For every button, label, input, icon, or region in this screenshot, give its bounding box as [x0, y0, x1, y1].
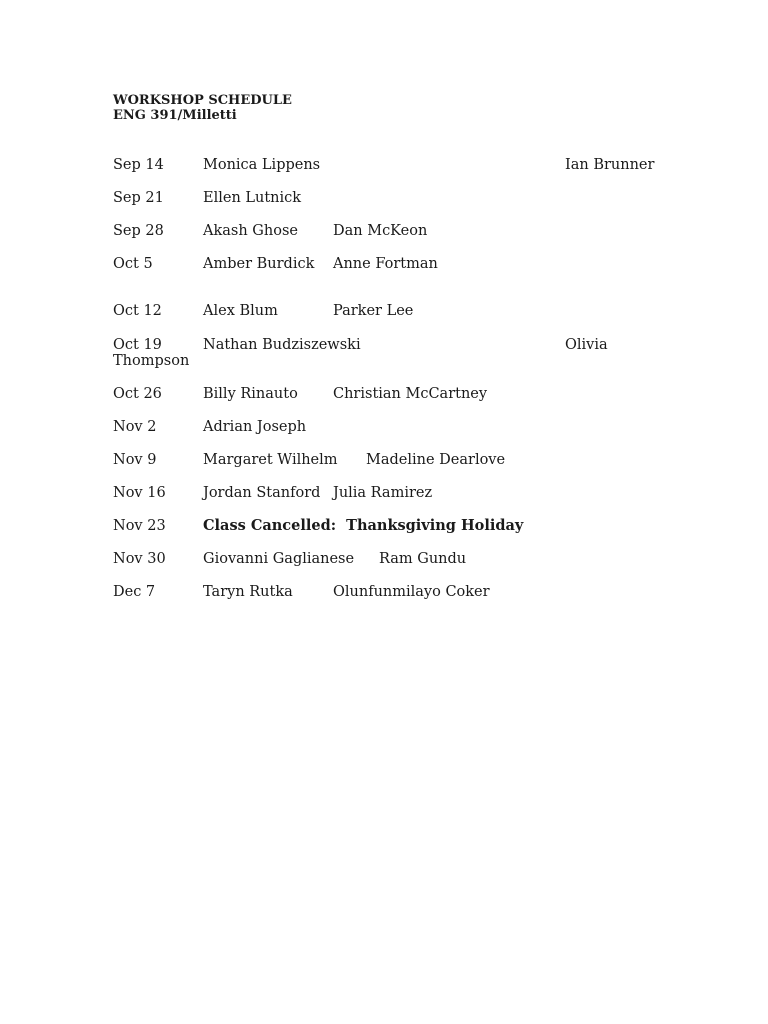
row-date: Dec 7 — [113, 584, 156, 600]
row-name-1: Akash Ghose — [203, 223, 298, 239]
schedule-row — [113, 384, 673, 404]
row-name-2: Julia Ramirez — [333, 485, 433, 501]
row-name-1: Monica Lippens — [203, 157, 321, 173]
schedule-row — [113, 155, 673, 175]
row-date: Nov 30 — [113, 551, 166, 567]
row-name-2: Anne Fortman — [333, 256, 438, 272]
row-name-2: Christian McCartney — [333, 386, 488, 402]
schedule-row — [113, 221, 673, 241]
row-date: Nov 23 — [113, 518, 166, 534]
schedule-row — [113, 450, 673, 470]
row-date: Sep 14 — [113, 157, 164, 173]
course-name: ENG 391/Milletti — [113, 108, 237, 123]
schedule-row — [113, 301, 673, 321]
row-name-1: Nathan Budziszewski — [203, 337, 361, 353]
row-name-1: Jordan Stanford — [203, 485, 321, 501]
row-date: Sep 21 — [113, 190, 164, 206]
row-name-1: Ellen Lutnick — [203, 190, 302, 206]
schedule-title: WORKSHOP SCHEDULE — [113, 93, 292, 108]
row-name-1: Billy Rinauto — [203, 386, 298, 402]
row-name-2: Parker Lee — [333, 303, 414, 319]
row-date: Oct 12 — [113, 303, 162, 319]
row-date: Nov 2 — [113, 419, 157, 435]
schedule-row — [113, 516, 673, 536]
row-name-2: Madeline Dearlove — [366, 452, 506, 468]
row-name-2: Dan McKeon — [333, 223, 428, 239]
row-name-3: Olivia — [565, 337, 608, 353]
row-date: Nov 9 — [113, 452, 157, 468]
document-header — [113, 93, 292, 123]
schedule-row — [113, 417, 673, 437]
cancellation-notice: Class Cancelled: Thanksgiving Holiday — [203, 517, 524, 534]
schedule-row — [113, 188, 673, 208]
row-name-1: Taryn Rutka — [203, 584, 293, 600]
row-date: Oct 26 — [113, 386, 162, 402]
row-date: Sep 28 — [113, 223, 164, 239]
schedule-row — [113, 549, 673, 569]
row-name-1: Adrian Joseph — [203, 419, 307, 435]
row-name-3: Ian Brunner — [565, 157, 655, 173]
row-date: Oct 5 — [113, 256, 153, 272]
row-name-1: Alex Blum — [203, 303, 278, 319]
schedule-row — [113, 254, 673, 274]
row-name-3-continuation: Thompson — [113, 353, 190, 369]
schedule-row — [113, 483, 673, 503]
row-name-1: Margaret Wilhelm — [203, 452, 338, 468]
schedule-row — [113, 335, 673, 369]
row-name-1: Amber Burdick — [203, 256, 315, 272]
row-date: Oct 19 — [113, 337, 162, 353]
row-name-1: Giovanni Gaglianese — [203, 551, 355, 567]
row-date: Nov 16 — [113, 485, 166, 501]
schedule-row — [113, 582, 673, 602]
row-name-2: Ram Gundu — [379, 551, 467, 567]
row-name-2: Olunfunmilayo Coker — [333, 584, 490, 600]
